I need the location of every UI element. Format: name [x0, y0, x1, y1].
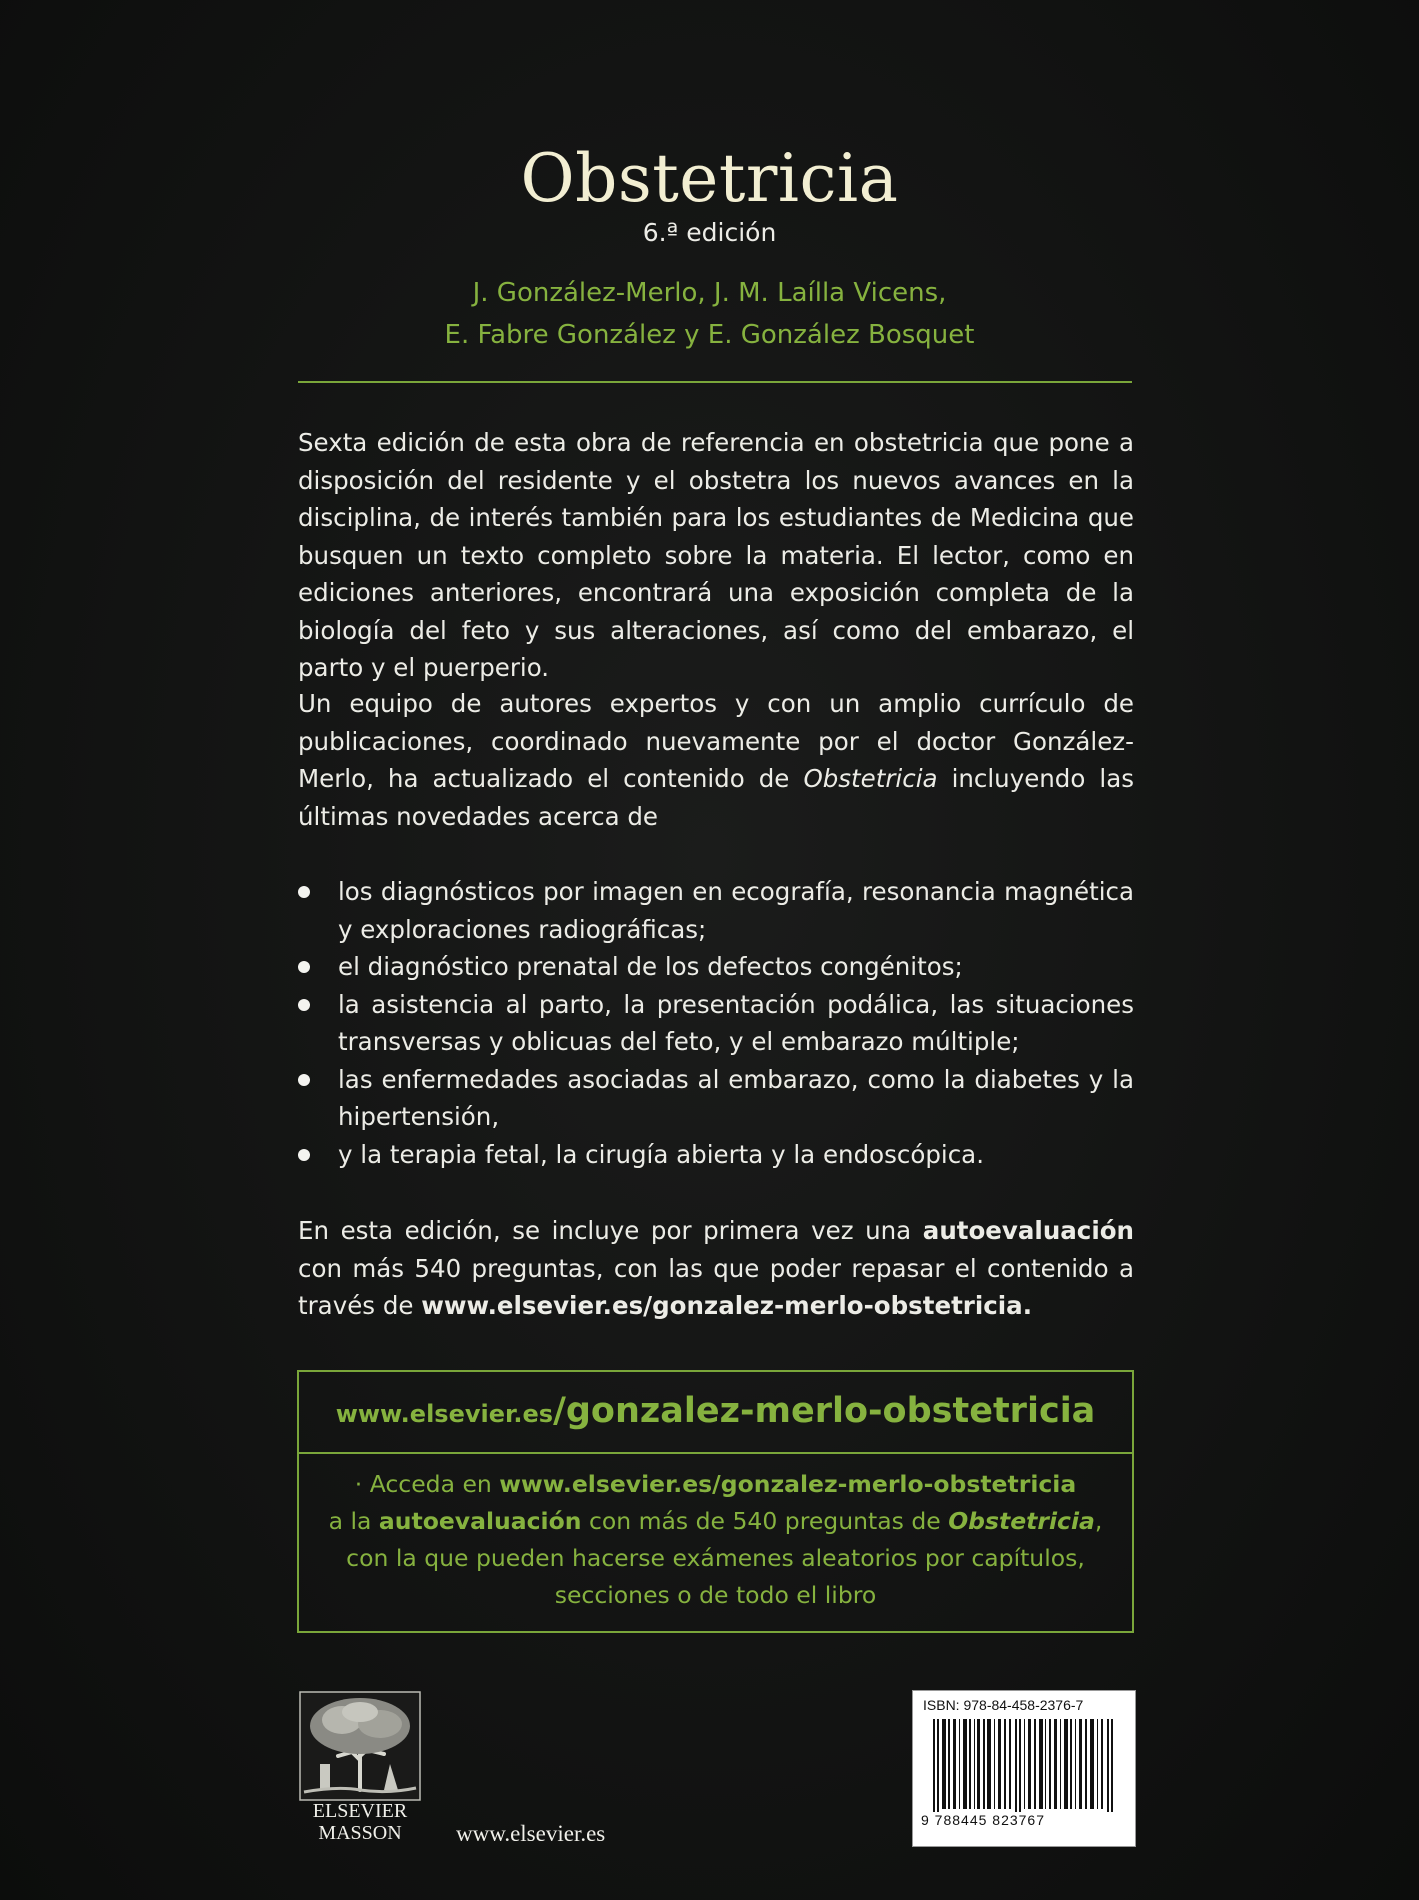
bullet-icon — [298, 886, 310, 898]
barcode-digits: 9 788445 823767 — [921, 1812, 1127, 1828]
list-item-text: el diagnóstico prenatal de los defectos congénitos; — [338, 952, 963, 981]
box-line-3: con la que pueden hacerse exámenes aleatorios por capítulos, — [346, 1544, 1085, 1572]
bullet-icon — [298, 1074, 310, 1086]
list-item-text: las enfermedades asociadas al embarazo, como la diabetes y la hipertensión, — [338, 1064, 1134, 1131]
bullet-icon — [298, 1149, 310, 1161]
authors-line-1: J. González-Merlo, J. M. Laílla Vicens, — [472, 278, 947, 308]
bullet-icon — [298, 961, 310, 973]
closing-url[interactable]: www.elsevier.es/gonzalez-merlo-obstetricia. — [421, 1291, 1033, 1320]
box-line-2-text-a: a la — [328, 1507, 379, 1535]
divider-rule — [298, 381, 1132, 383]
list-item-text: y la terapia fetal, la cirugía abierta y la endoscópica. — [338, 1139, 984, 1169]
list-item-text: los diagnósticos por imagen en ecografía, resonancia magnética y exploraciones radiográficas; — [338, 877, 1134, 944]
closing-text-b: con más 540 preguntas, con las que poder repasar el contenido a través de — [298, 1253, 1134, 1320]
edition-label: 6.ª edición — [642, 218, 777, 247]
list-item — [298, 1061, 1134, 1136]
barcode-icon — [921, 1719, 1127, 1819]
box-url-domain: www.elsevier.es — [335, 1400, 554, 1428]
list-item — [298, 986, 1134, 1061]
publisher-name-line-1: ELSEVIER — [312, 1800, 408, 1822]
closing-bold-autoevaluacion: autoevaluación — [922, 1216, 1134, 1245]
publisher-name-line-2: MASSON — [318, 1822, 402, 1844]
box-line-4: secciones o de todo el libro — [554, 1581, 877, 1609]
book-title: Obstetricia — [520, 140, 899, 217]
box-description — [299, 1454, 1132, 1614]
closing-text-a: En esta edición, se incluye por primera vez una — [298, 1216, 923, 1245]
box-line-2-bold: autoevaluación — [378, 1507, 582, 1535]
authors — [0, 272, 1419, 356]
isbn-barcode-box — [912, 1690, 1136, 1847]
publisher-website[interactable]: www.elsevier.es — [456, 1821, 606, 1846]
closing-paragraph — [298, 1212, 1134, 1325]
box-line-2-italic: Obstetricia — [948, 1507, 1095, 1535]
authors-line-2: E. Fabre González y E. González Bosquet — [444, 320, 975, 350]
intro-paragraph-2-a: Un equipo de autores expertos y con un amplio currículo de publicaciones, coordinado nuevamente por el doctor González-Merlo, ha actualizado el contenido de — [298, 689, 1134, 793]
box-url-header[interactable] — [299, 1372, 1132, 1454]
intro-paragraph-2-b: incluyendo las últimas novedades acerca de — [298, 764, 1134, 831]
intro-paragraph-1: Sexta edición de esta obra de referencia en obstetricia que pone a disposición del residente y el obstetra los nuevos avances en la disciplina, de interés también para los estudiantes de Medicina que busquen un texto completo sobre la materia. El lector, como en ediciones anteriores, encontrará una exposición completa de la biología del feto y sus alteraciones, así como del embarazo, el parto y el puerperio. — [298, 428, 1134, 682]
box-line-2-text-b: con más de 540 preguntas de — [581, 1507, 949, 1535]
isbn-label: ISBN: 978-84-458-2376-7 — [923, 1697, 1084, 1713]
box-line-2 — [299, 1503, 1132, 1540]
intro-paragraph-2 — [298, 685, 1134, 835]
publisher-name — [290, 1800, 430, 1844]
list-item — [298, 1136, 1134, 1174]
intro-paragraph-2-italic: Obstetricia — [803, 764, 938, 793]
list-item-text: la asistencia al parto, la presentación podálica, las situaciones transversas y oblicuas del feto, y el embarazo múltiple; — [338, 989, 1134, 1056]
online-access-box — [297, 1370, 1134, 1633]
box-url-path: /gonzalez-merlo-obstetricia — [553, 1391, 1096, 1431]
list-item — [298, 873, 1134, 948]
topics-list — [298, 873, 1134, 1173]
box-line-2-text-c: , — [1094, 1507, 1103, 1535]
box-line-1-text: · Acceda en — [354, 1470, 500, 1498]
bullet-icon — [298, 999, 310, 1011]
list-item — [298, 948, 1134, 986]
box-line-1 — [299, 1466, 1132, 1503]
box-line-1-url[interactable]: www.elsevier.es/gonzalez-merlo-obstetricia — [499, 1470, 1077, 1498]
